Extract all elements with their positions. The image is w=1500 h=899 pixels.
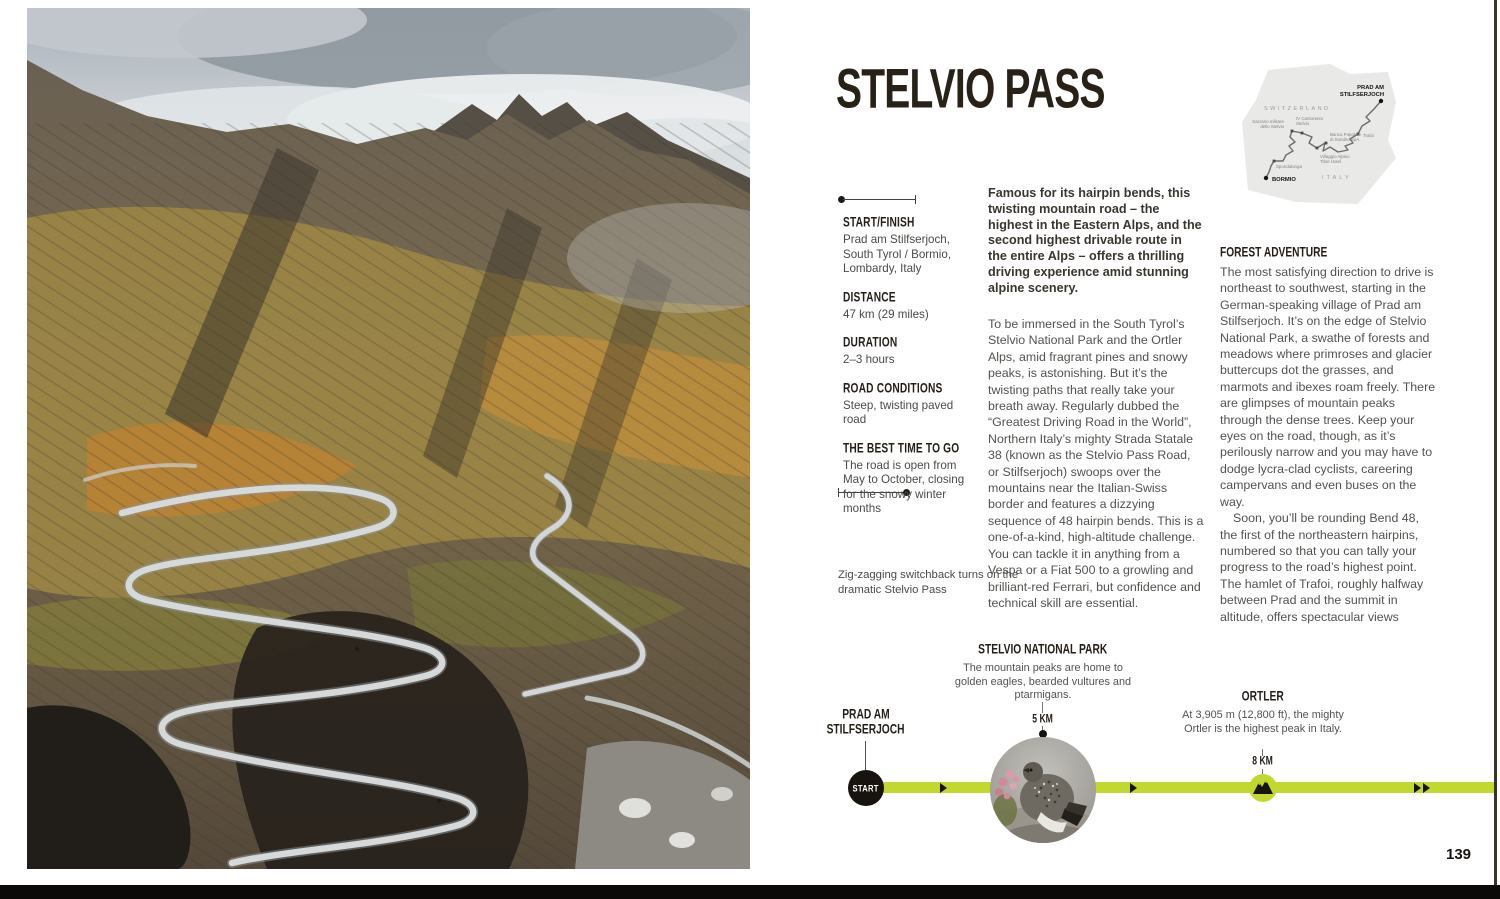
forest-adventure-heading: FOREST ADVENTURE [1220, 244, 1328, 260]
photo-caption: Zig-zagging switchback turns on the dramatic Stelvio Pass [838, 569, 1019, 596]
map-label-iv-1: IV Cantoniera [1296, 116, 1323, 121]
fact-body: The road is open from May to October, closing for the snowy winter months [843, 458, 965, 515]
fact-distance [843, 288, 973, 323]
timeline-bar [866, 782, 1494, 793]
fact-heading: START/FINISH [843, 214, 915, 230]
fact-heading: THE BEST TIME TO GO [843, 439, 960, 456]
fact-duration [843, 336, 973, 368]
timeline-tick [865, 741, 866, 770]
map-label-banca-2: di Sondrio SpA [1330, 137, 1360, 142]
map-label-prad-1: PRAD AM [1357, 85, 1384, 91]
map-label-switzerland: SWITZERLAND [1264, 106, 1331, 112]
fact-body: Steep, twisting paved road [843, 398, 954, 426]
body-column-2 [1220, 246, 1436, 625]
forest-para-1: The most satisfying direction to drive is northeast to southwest, starting in the German-speaking village of Prad am Stilfserjoch. It’s on the edge of Stelvio National Park, a swathe of forests and meadows where primroses and glacier buttercups dot the grasses, and marmots and ibexes roam freely. There are glimpses of mountain peaks through the dense trees. Keep your eyes on the road, though, as it’s perilously narrow and you may have to dodge lycra-clad cyclists, careering campervans and even buses on the way. [1220, 265, 1436, 509]
rule-top [838, 195, 916, 203]
map-start-dot [1379, 99, 1383, 103]
fact-body: 47 km (29 miles) [843, 307, 929, 321]
mountain-marker [1248, 773, 1278, 803]
fact-start-finish [843, 216, 973, 277]
facts-sidebar [843, 216, 973, 531]
route-map [1238, 62, 1400, 212]
map-label-spondalunga: Spondalunga [1276, 164, 1302, 169]
page-edge [1494, 0, 1497, 885]
bottom-black-bar [0, 885, 1500, 899]
fact-body: 2–3 hours [843, 353, 895, 366]
map-label-bormio: BORMIO [1272, 177, 1296, 183]
map-label-banca-1: Banca Popolare [1330, 132, 1362, 137]
map-label-italy: ITALY [1322, 175, 1352, 181]
fact-best-time [843, 439, 973, 517]
hero-photo [27, 8, 750, 869]
page-title: STELVIO PASS [836, 57, 1105, 120]
timeline-stop1-distance: 5 KM [1032, 712, 1054, 726]
stelvio-switchbacks-photo [27, 8, 750, 869]
timeline-stop2-desc: At 3,905 m (12,800 ft), the mighty Ortler is the highest peak in Italy. [1182, 709, 1344, 735]
timeline-start-label: PRAD AM STILFSERJOCH [826, 706, 906, 737]
forest-para-2: Soon, you’ll be rounding Bend 48, the first of the northeastern hairpins, numbered so that you can tally your progress to the road’s highest point. The hamlet of Trafoi, roughly halfway between Prad and the summit in altitude, offers spectacular views [1220, 511, 1424, 624]
body-column-1: To be immersed in the South Tyrol’s Stelvio National Park and the Ortler Alps, amid fragrant pines and snowy peaks, is astonishing. But it’s the twisting paths that really take your breath away. Regularly dubbed the “Greatest Driving Road in the World”, Northern Italy’s mighty Strada Statale 38 (known as the Stelvio Pass Road, or Stilfserjoch) swoops over the mountains near the Italian-Swiss border and features a dizzying sequence of 48 hairpin bends. This is a one-of-a-kind, high-altitude challenge. You can tackle it in anything from a Vespa or a Fiat 500 to a growling and brilliant-red Ferrari, but confidence and technical skill are essential. [988, 317, 1204, 610]
map-label-sacrario-1: Sacrario militare [1252, 119, 1284, 124]
fact-heading: DISTANCE [843, 288, 896, 305]
timeline-stop2-distance: 8 KM [1252, 754, 1274, 768]
map-label-prad-2: STILFSERJOCH [1339, 92, 1384, 98]
timeline-stop1-title: STELVIO NATIONAL PARK [978, 641, 1108, 657]
fact-body: Prad am Stilfserjoch, South Tyrol / Bormio, Lombardy, Italy [843, 233, 952, 275]
timeline-tick [1042, 702, 1043, 713]
arrow-icon [1130, 783, 1137, 793]
arrow-icon [1423, 783, 1430, 793]
timeline-stop2-title: ORTLER [1241, 688, 1285, 704]
fact-heading: DURATION [843, 334, 898, 350]
map-label-sacrario-2: dello Stelvio [1260, 124, 1284, 129]
map-label-villaggio-1: Villaggio Alpino [1320, 154, 1350, 159]
start-badge-label: START [852, 782, 880, 794]
arrow-icon [1414, 783, 1421, 793]
arrow-icon [940, 783, 947, 793]
map-label-villaggio-2: Tibet Hotel [1320, 159, 1342, 164]
intro-paragraph: Famous for its hairpin bends, this twisting mountain road – the highest in the Eastern Alps, and the second highest drivable route in the entire Alps – offers a thrilling driving experience amid stunning alpine scenery. [988, 186, 1202, 295]
page-number: 139 [1446, 846, 1472, 863]
start-badge [848, 770, 884, 806]
map-end-dot [1264, 176, 1268, 180]
map-label-iv-2: Stelvio [1296, 121, 1310, 126]
timeline-stop1-desc: The mountain peaks are home to golden eagles, bearded vultures and ptarmigans. [954, 662, 1132, 702]
fact-heading: ROAD CONDITIONS [843, 379, 943, 396]
fact-road-conditions [843, 379, 973, 428]
ptarmigan-photo [989, 736, 1097, 844]
map-label-trafoi: Trafoi [1363, 133, 1375, 138]
